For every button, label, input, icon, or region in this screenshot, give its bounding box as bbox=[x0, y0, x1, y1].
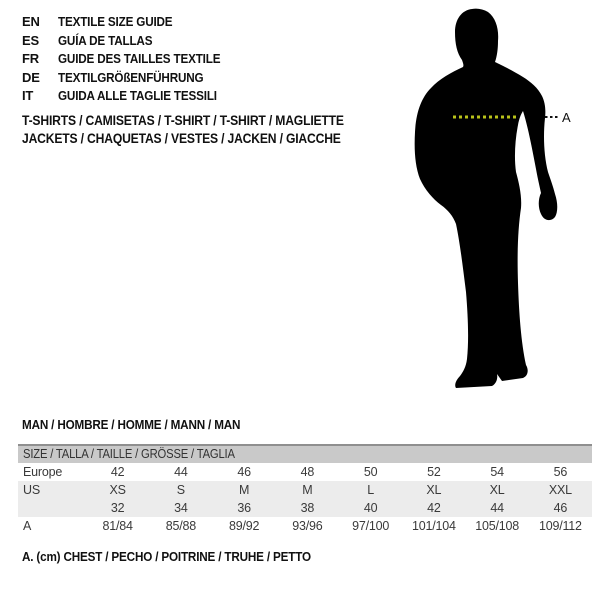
table-cell: 85/88 bbox=[165, 519, 197, 533]
list-item bbox=[22, 13, 238, 32]
language-code: DE bbox=[22, 69, 40, 85]
table-cell: XXL bbox=[548, 483, 572, 497]
table-cell: 46 bbox=[237, 465, 251, 479]
table-cell: S bbox=[176, 483, 185, 497]
list-item bbox=[22, 69, 238, 88]
table-cell: 89/92 bbox=[228, 519, 260, 533]
table-cell: 50 bbox=[363, 465, 378, 479]
language-label: GUIDA ALLE TAGLIE TESSILI bbox=[58, 88, 217, 103]
language-label: GUÍA DE TALLAS bbox=[58, 32, 153, 48]
table-cell: 101/104 bbox=[411, 519, 456, 533]
table-header bbox=[18, 446, 592, 463]
table-row-chest-cm bbox=[18, 517, 592, 535]
language-label: TEXTILGRÖßENFÜHRUNG bbox=[58, 69, 204, 85]
table-cell: 105/108 bbox=[475, 519, 520, 533]
table-cell: M bbox=[239, 483, 250, 497]
language-label: TEXTILE SIZE GUIDE bbox=[58, 14, 173, 29]
category-line-tshirts: T-SHIRTS / CAMISETAS / T-SHIRT / T-SHIRT / MAGLIETTE bbox=[22, 113, 344, 128]
language-code: FR bbox=[22, 51, 39, 66]
row-label bbox=[18, 499, 86, 517]
table-cell: 36 bbox=[237, 501, 251, 515]
table-cell: 56 bbox=[553, 465, 568, 479]
table-cell: 42 bbox=[110, 465, 125, 479]
language-label: GUIDE DES TAILLES TEXTILE bbox=[58, 51, 221, 66]
table-row-europe bbox=[18, 463, 592, 481]
list-item bbox=[22, 87, 238, 106]
table-cell: L bbox=[367, 483, 374, 497]
measurement-footnote: A. (cm) CHEST / PECHO / POITRINE / TRUHE / PETTO bbox=[22, 549, 311, 564]
table-cell: 81/84 bbox=[102, 519, 133, 533]
table-cell: 42 bbox=[427, 501, 441, 515]
table-cell: 48 bbox=[300, 465, 315, 479]
table-row-us bbox=[18, 481, 592, 499]
language-code: IT bbox=[22, 88, 34, 103]
list-item bbox=[22, 50, 238, 69]
man-silhouette-icon bbox=[415, 9, 558, 388]
table-cell: 44 bbox=[490, 501, 504, 515]
table-cell: 34 bbox=[174, 501, 188, 515]
table-row-us-numeric bbox=[18, 499, 592, 517]
garment-categories bbox=[22, 112, 380, 148]
section-title-man: MAN / HOMBRE / HOMME / MANN / MAN bbox=[22, 417, 241, 432]
language-code: ES bbox=[22, 32, 39, 48]
table-cell: M bbox=[302, 483, 313, 497]
row-label: Europe bbox=[23, 465, 63, 479]
table-cell: 54 bbox=[490, 465, 504, 479]
table-cell: XL bbox=[426, 483, 442, 497]
table-cell: 97/100 bbox=[352, 519, 390, 533]
table-cell: 109/112 bbox=[538, 519, 582, 533]
male-silhouette-figure bbox=[395, 0, 600, 400]
list-item bbox=[22, 32, 238, 51]
language-code: EN bbox=[22, 14, 40, 29]
table-cell: XL bbox=[489, 483, 505, 497]
table-cell: XS bbox=[109, 483, 126, 497]
category-line-jackets: JACKETS / CHAQUETAS / VESTES / JACKEN / GIACCHE bbox=[22, 131, 341, 146]
table-cell: 93/96 bbox=[292, 519, 323, 533]
table-cell: 40 bbox=[363, 501, 378, 515]
table-cell: 38 bbox=[300, 501, 315, 515]
size-table bbox=[18, 444, 592, 535]
row-label: A bbox=[23, 519, 32, 533]
table-cell: 44 bbox=[174, 465, 188, 479]
row-label: US bbox=[23, 483, 40, 497]
measure-label-a: A bbox=[562, 110, 571, 125]
language-guide-list bbox=[22, 13, 238, 106]
table-cell: 52 bbox=[427, 465, 441, 479]
table-cell: 46 bbox=[553, 501, 568, 515]
table-header-label: SIZE / TALLA / TAILLE / GRÖSSE / TAGLIA bbox=[23, 447, 235, 461]
table-cell: 32 bbox=[110, 501, 125, 515]
